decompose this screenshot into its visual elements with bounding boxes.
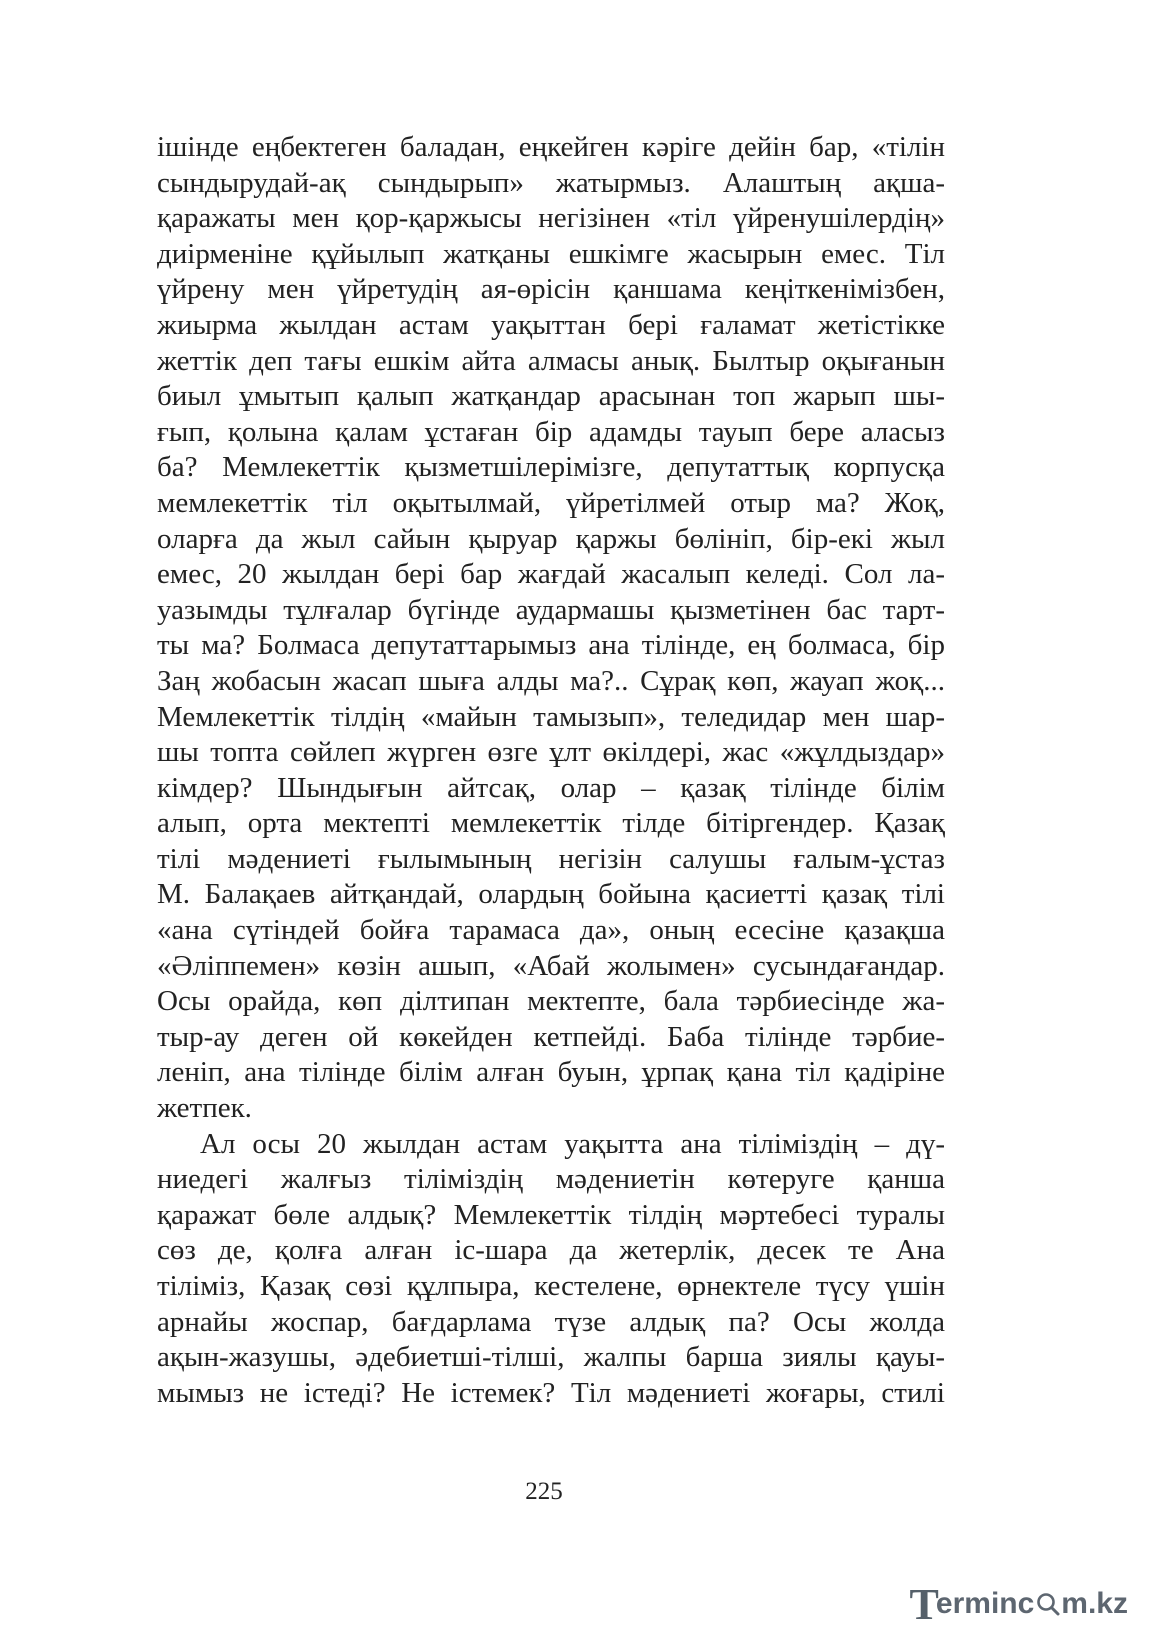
text-line: сөз де, қолға алған іс-шара да жетерлік, десек те Ана: [157, 1234, 945, 1267]
text-line: кімдер? Шындығын айтсақ, олар – қазақ тілінде білім: [157, 771, 945, 804]
text-line: ғып, қолына қалам ұстаған бір адамды тауып бере аласыз: [157, 415, 945, 448]
text-line: Заң жобасын жасап шыға алды ма?.. Сұрақ көп, жауап жоқ...: [157, 664, 945, 697]
text-line: леніп, ана тілінде білім алған буын, ұрпақ қана тіл қадіріне: [157, 1056, 945, 1089]
text-line: қаражаты мен қор-қаржысы негізінен «тіл үйренушілердің»: [157, 202, 945, 235]
text-line: тіліміз, Қазақ сөзі құлпыра, кестелене, өрнектеле түсу үшін: [157, 1270, 945, 1302]
text-line: арнайы жоспар, бағдарлама түзе алдық па? Осы жолда: [157, 1305, 945, 1338]
text-line: биыл ұмытып қалып жатқандар арасынан топ жарып шы-: [157, 380, 945, 413]
text-line: ақын-жазушы, әдебиетші-тілші, жалпы барша зиялы қауы-: [157, 1341, 945, 1374]
text-line: алып, орта мектепті мемлекеттік тілде бітіргендер. Қазақ: [157, 807, 945, 840]
body-text: [157, 130, 945, 1411]
text-line: «Әліппемен» көзін ашып, «Абай жолымен» сусындағандар.: [157, 949, 945, 982]
watermark-middle: erminc: [935, 1587, 1035, 1620]
text-line: ішінде еңбектеген баладан, еңкейген кәріге дейін бар, «тілін: [157, 131, 945, 163]
text-line: диірменіне құйылып жатқаны ешкімге жасырын емес. Тіл: [157, 237, 945, 270]
text-line: емес, 20 жылдан бері бар жағдай жасалып келеді. Сол ла-: [157, 558, 945, 591]
text-line: Ал осы 20 жылдан астам уақытта ана тіліміздің – дү-: [200, 1127, 945, 1160]
text-line: жеттік деп тағы ешкім айта алмасы анық. Былтыр оқығанын: [157, 344, 945, 377]
text-line: қаражат бөле алдық? Мемлекеттік тілдің мәртебесі туралы: [157, 1198, 945, 1231]
text-line: М. Балақаев айтқандай, олардың бойына қасиетті қазақ тілі: [157, 878, 945, 911]
text-line: ба? Мемлекеттік қызметшілерімізге, депутаттық корпусқа: [157, 451, 945, 484]
text-line: тыр-ау деген ой көкейден кетпейді. Баба тілінде тәрбие-: [157, 1020, 945, 1053]
text-line: «ана сүтіндей бойға тарамаса да», оның есесіне қазақша: [157, 914, 945, 947]
page-number: 225: [525, 1478, 563, 1505]
watermark-end: m.kz: [1061, 1587, 1128, 1620]
text-line: жиырма жылдан астам уақыттан бері ғаламат жетістікке: [157, 308, 945, 341]
text-line: шы топта сөйлеп жүрген өзге ұлт өкілдері, жас «жұлдыздар»: [157, 736, 945, 769]
text-line: сындырудай-ақ сындырып» жатырмыз. Алаштың ақша-: [157, 166, 945, 199]
magnifier-icon: [1036, 1592, 1060, 1616]
text-line: мемлекеттік тіл оқытылмай, үйретілмей отыр ма? Жоқ,: [157, 486, 945, 519]
text-line: уазымды тұлғалар бүгінде аудармашы қызметінен бас тарт-: [157, 593, 945, 626]
watermark-first-letter: T: [909, 1579, 938, 1629]
text-line: ниедегі жалғыз тіліміздің мәдениетін көтеруге қанша: [157, 1163, 945, 1196]
watermark-logo: [909, 1579, 1128, 1629]
text-line: мымыз не істеді? Не істемек? Тіл мәдениеті жоғары, стилі: [157, 1376, 945, 1409]
text-line: үйрену мен үйретудің ая-өрісін қаншама кеңіткенімізбен,: [157, 273, 945, 306]
text-line: Осы орайда, көп ділтипан мектепте, бала тәрбиесінде жа-: [157, 985, 945, 1018]
text-line: тілі мәдениеті ғылымының негізін салушы ғалым-ұстаз: [157, 842, 945, 875]
text-line: жетпек.: [157, 1092, 252, 1125]
text-line: оларға да жыл сайын қыруар қаржы бөлініп, бір-екі жыл: [157, 522, 945, 555]
text-line: ты ма? Болмаса депутаттарымыз ана тілінде, ең болмаса, бір: [157, 629, 945, 662]
text-line: Мемлекеттік тілдің «майын тамызып», теледидар мен шар-: [157, 700, 945, 733]
